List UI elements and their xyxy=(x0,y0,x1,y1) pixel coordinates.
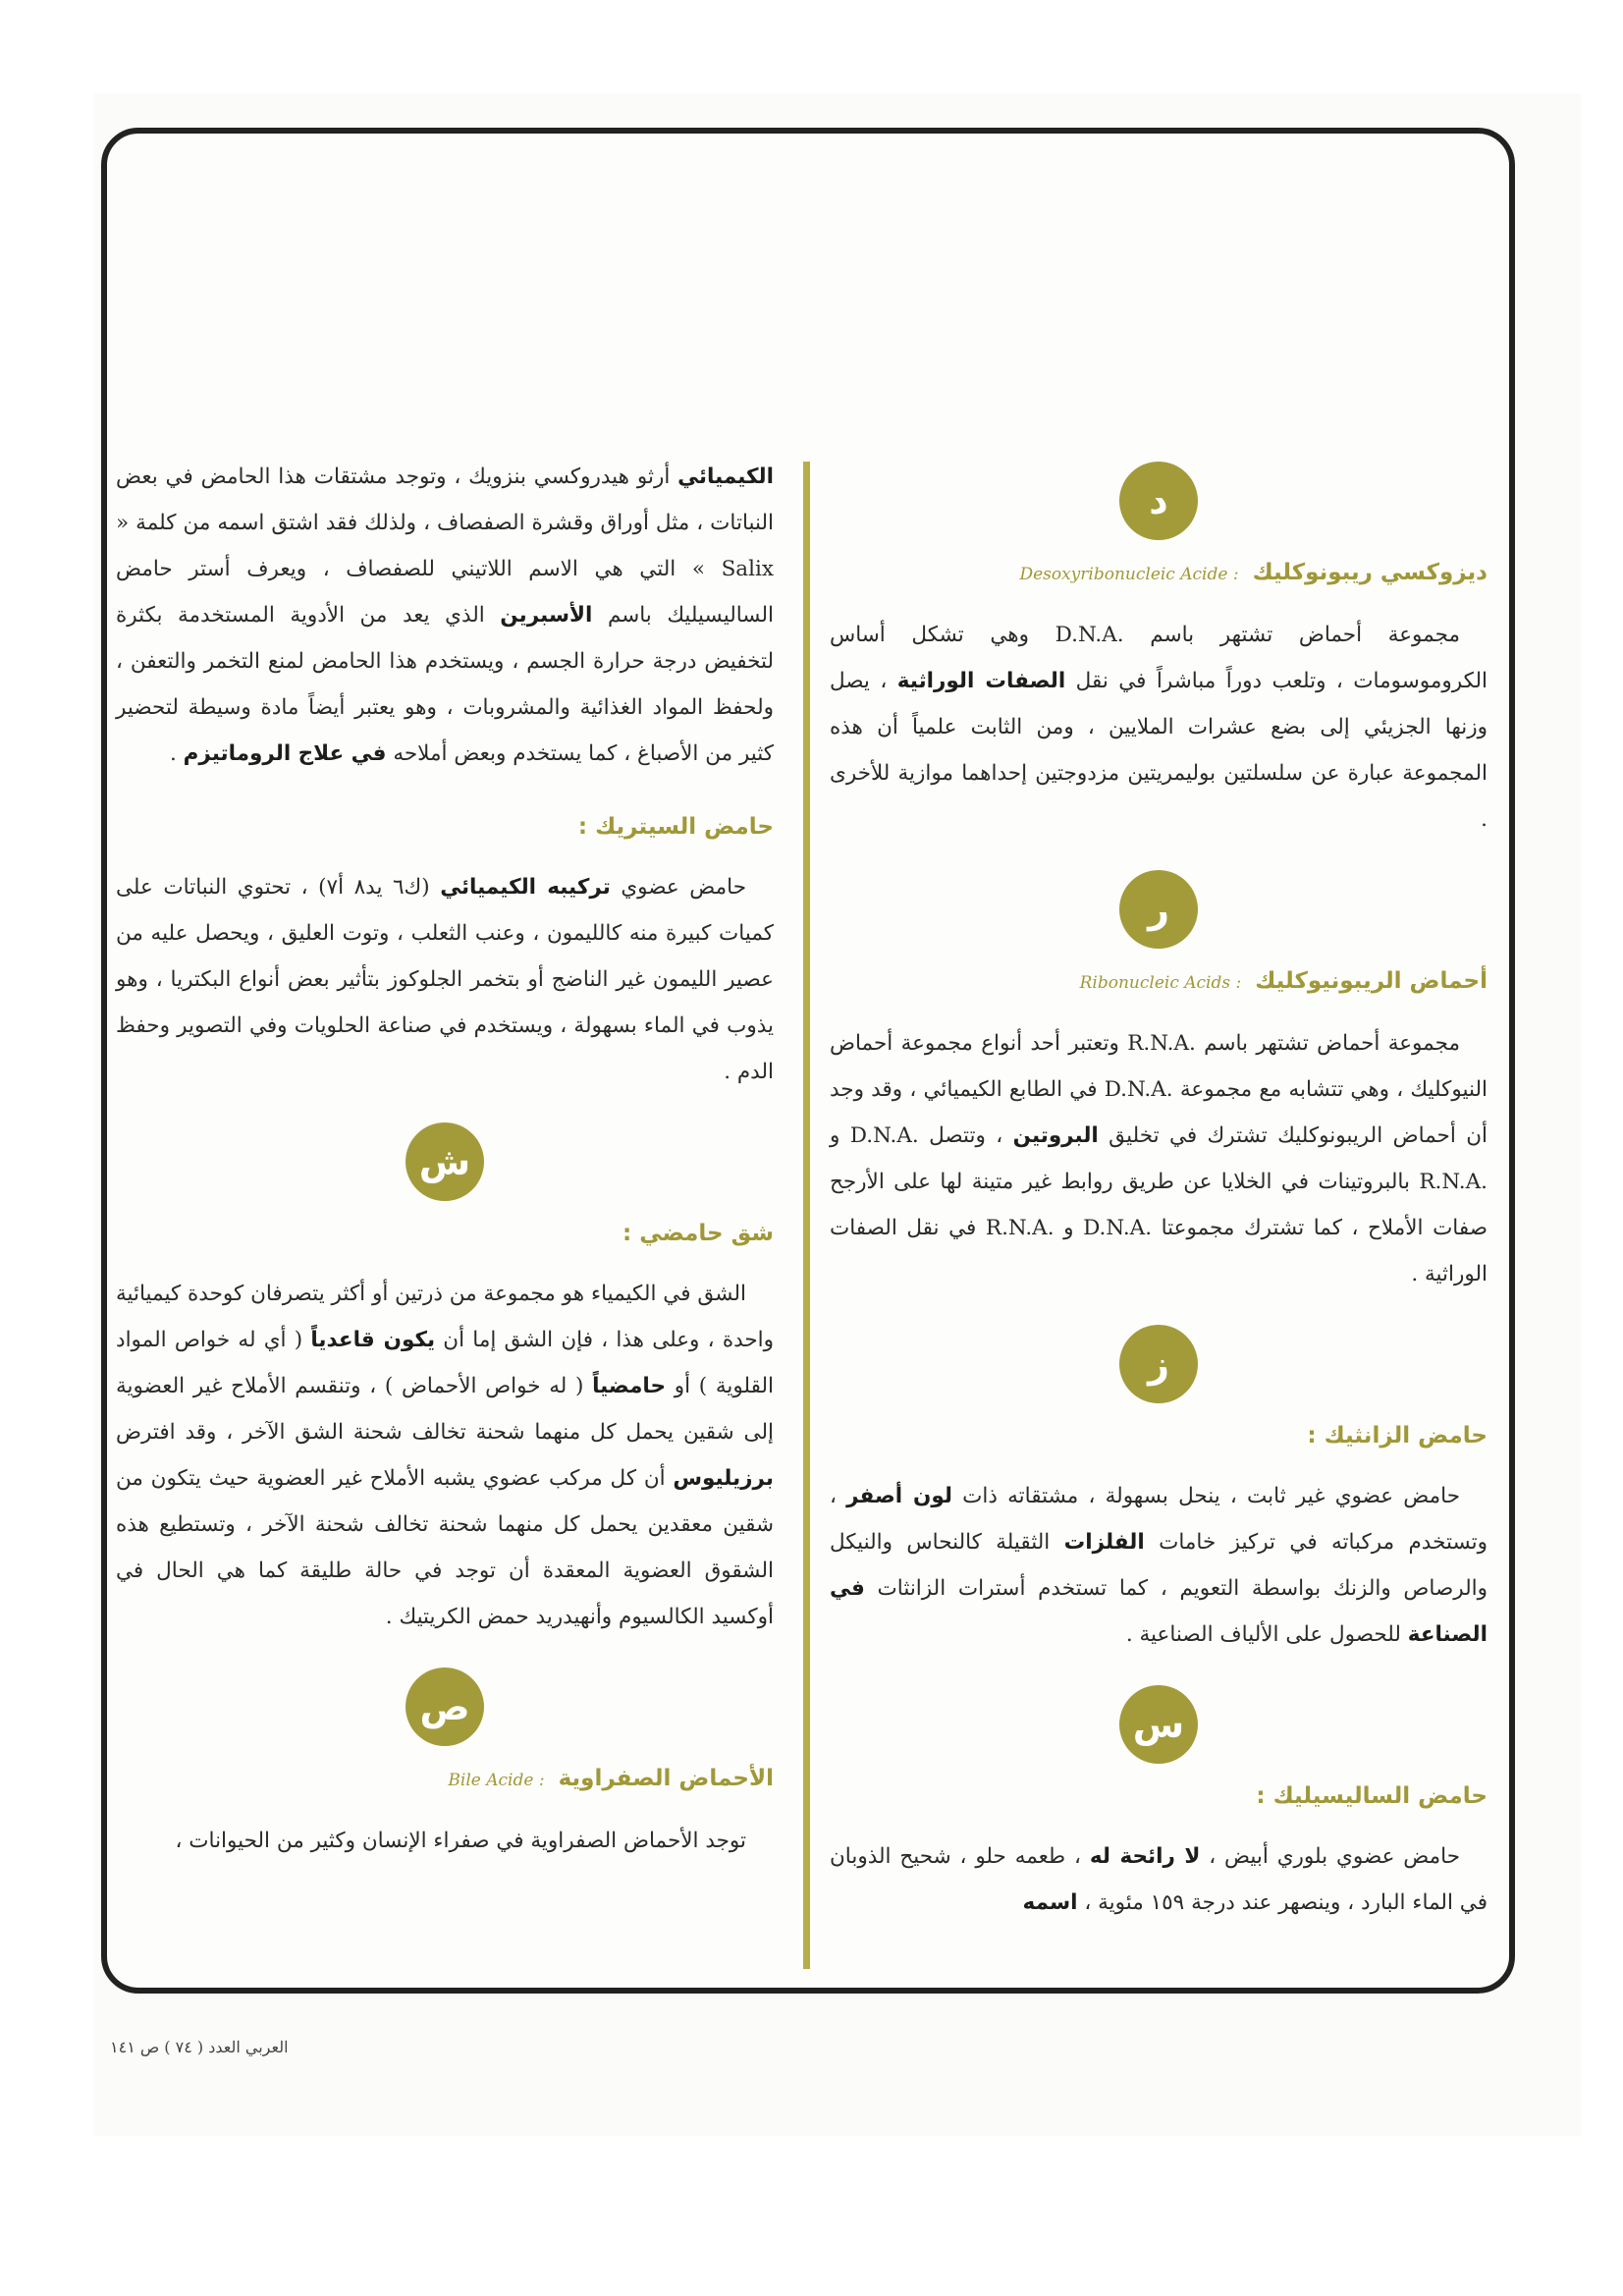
section-heading-xanthic: حامض الزانثيك : xyxy=(1307,1423,1488,1449)
section-heading-salicylic: حامض الساليسيليك : xyxy=(1256,1783,1488,1809)
section-heading-citric: حامض السيتريك : xyxy=(577,814,774,840)
paragraph-acid-radical: الشق في الكيمياء هو مجموعة من ذرتين أو أكثر يتصرفان كوحدة كيميائية واحدة ، وعلى هذا ، فإن الشق إما أن يكون قاعدياً ( أي له خواص المواد القلوية ) أو حامضياً ( له خواص الأحماض ) ، وتنقسم الأملاح غير العضوية إلى شقين يحمل كل منهما شحنة تخالف شحنة الشق الآخر ، وقد افترض برزيليوس أن كل مركب عضوي يشبه الأملاح غير العضوية حيث يتكون من شقين معقدين يحمل كل منهما شحنة تخالف شحنة الآخر ، وتستطيع هذه الشقوق العضوية المعقدة أن توجد في حالة طليقة كما هي الحال في أوكسيد الكالسيوم وأنهيدريد حمض الكريتيك . xyxy=(116,1282,775,1629)
section-heading-rna xyxy=(830,958,1488,1007)
page-footer: العربي العدد ( ٧٤ ) ص ١٤١ xyxy=(110,2038,289,2056)
right-column xyxy=(830,454,1488,1953)
heading-latin: : Bile Acide xyxy=(448,1771,545,1790)
paragraph-dna: مجموعة أحماض تشتهر باسم .D.N.A وهي تشكل أساس الكروموسومات ، وتلعب دوراً مباشراً في نقل الصفات الوراثية ، يصل وزنها الجزيئي إلى بضع عشرات الملايين ، ومن الثابت علمياً أن هذه المجموعة عبارة عن سلسلتين بوليمريتين مزدوجتين إحداهما موازية للأخرى . xyxy=(830,623,1488,832)
letter-badge-shin: ش xyxy=(406,1122,484,1201)
letter-badge-sin: س xyxy=(1119,1685,1198,1764)
paragraph-xanthic: حامض عضوي غير ثابت ، ينحل بسهولة ، مشتقاته ذات لون أصفر ، وتستخدم مركباته في تركيز خامات الفلزات الثقيلة كالنحاس والنيكل والرصاص والزنك بواسطة التعويم ، كما تستخدم أسترات الزانثات في الصناعة للحصول على الألياف الصناعية . xyxy=(830,1484,1488,1647)
paragraph-citric: حامض عضوي تركيبه الكيميائي (ك٦ يد٨ أ٧) ، تحتوي النباتات على كميات كبيرة منه كالليمون ، وعنب الثعلب ، وتوت العليق ، ويحصل عليه من عصير الليمون غير الناضج أو بتخمر الجلوكوز بتأثير بعض أنواع البكتريا ، وهو يذوب في الماء بسهولة ، ويستخدم في صناعة الحلويات وفي التصوير وحفظ الدم . xyxy=(116,875,774,1084)
heading-arabic: الأحماض الصفراوية xyxy=(558,1766,774,1791)
column-divider xyxy=(803,462,810,1969)
paragraph-salicylic: حامض عضوي بلوري أبيض ، لا رائحة له ، طعمه حلو ، شحيح الذوبان في الماء البارد ، وينصهر عند درجة ١٥٩ مئوية ، اسمه xyxy=(830,1844,1488,1915)
section-heading-dna xyxy=(830,550,1488,598)
letter-badge-dal: د xyxy=(1119,462,1198,540)
letter-badge-sad: ص xyxy=(406,1667,484,1746)
heading-latin: : Desoxyribonucleic Acide xyxy=(1019,565,1239,584)
left-column xyxy=(116,454,774,1891)
heading-arabic: ديزوكسي ريبونوكليك xyxy=(1252,560,1488,585)
letter-badge-ra: ر xyxy=(1119,870,1198,949)
section-heading-bile-acids xyxy=(116,1756,774,1804)
heading-arabic: أحماض الريبونيوكليك xyxy=(1255,968,1488,994)
paragraph-bile-acids: توجد الأحماض الصفراوية في صفراء الإنسان وكثير من الحيوانات ، xyxy=(175,1829,746,1853)
paragraph-salicylic-continued: الكيميائي أرثو هيدروكسي بنزويك ، وتوجد مشتقات هذا الحامض في بعض النباتات ، مثل أوراق وقشرة الصفصاف ، ولذلك فقد اشتق اسمه من كلمة « Salix » التي هي الاسم اللاتيني للصفصاف ، ويعرف أستر حامض الساليسيليك باسم الأسبرين الذي يعد من الأدوية المستخدمة بكثرة لتخفيض درجة حرارة الجسم ، ويستخدم هذا الحامض لمنع التخمر والتعفن ، ولحفظ المواد الغذائية والمشروبات ، وهو يعتبر أيضاً مادة وسيطة لتحضير كثير من الأصباغ ، كما يستخدم وبعض أملاحه في علاج الروماتيزم . xyxy=(116,465,774,766)
paragraph-rna: مجموعة أحماض تشتهر باسم .R.N.A وتعتبر أحد أنواع مجموعة أحماض النيوكليك ، وهي تتشابه مع مجموعة .D.N.A في الطابع الكيميائي ، وقد وجد أن أحماض الريبونوكليك تشترك في تخليق البروتين ، وتتصل .D.N.A و .R.N.A بالبروتينات في الخلايا عن طريق روابط غير متينة لها على الأرجح صفات الأملاح ، كما تشترك مجموعتا .D.N.A و .R.N.A في نقل الصفات الوراثية . xyxy=(830,1031,1488,1286)
letter-badge-zay: ز xyxy=(1119,1325,1198,1403)
section-heading-acid-radical: شق حامضي : xyxy=(622,1221,774,1246)
heading-latin: : Ribonucleic Acids xyxy=(1079,973,1242,993)
